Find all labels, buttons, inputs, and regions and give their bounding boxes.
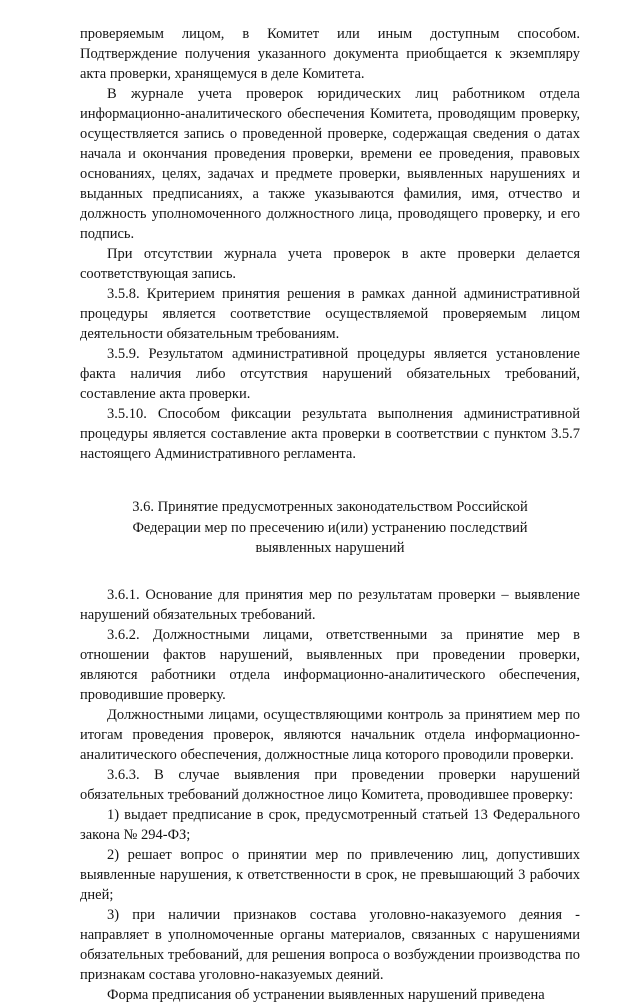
paragraph: 2) решает вопрос о принятии мер по привлечению лиц, допустивших выявленные нарушения, к ответственности в срок, не превышающий 3 рабочих дней;	[80, 846, 580, 903]
section-heading-line: 3.6. Принятие предусмотренных законодательством Российской	[132, 499, 528, 515]
paragraph: Форма предписания об устранении выявленных нарушений приведена	[107, 986, 545, 1003]
section-heading	[80, 497, 580, 559]
paragraph: 3.6.2. Должностными лицами, ответственными за принятие мер в отношении фактов нарушений, выявленных при проведении проверки, являются работники отдела информационно-аналитического обеспечения, проводившие проверку.	[80, 626, 580, 703]
paragraph: Должностными лицами, осуществляющими контроль за принятием мер по итогам проведения проверок, являются начальник отдела информационно-аналитического обеспечения, должностные лица которого проводили проверки.	[80, 706, 580, 763]
paragraph: 3.6.3. В случае выявления при проведении проверки нарушений обязательных требований должностное лицо Комитета, проводившее проверку:	[80, 766, 580, 803]
paragraph: 3) при наличии признаков состава уголовно-наказуемого деяния - направляет в уполномоченные органы материалов, связанных с нарушениями обязательных требований, для решения вопроса о возбуждении производства по признакам состава уголовно-наказуемых деяний.	[80, 906, 580, 983]
paragraph: проверяемым лицом, в Комитет или иным доступным способом. Подтверждение получения указанного документа приобщается к экземпляру акта проверки, хранящемуся в деле Комитета.	[80, 26, 580, 82]
section-heading-line: выявленных нарушений	[255, 540, 405, 556]
paragraph: 3.6.1. Основание для принятия мер по результатам проверки – выявление нарушений обязательных требований.	[80, 586, 580, 623]
paragraph: 3.5.9. Результатом административной процедуры является установление факта наличия либо отсутствия нарушений обязательных требований, составление акта проверки.	[80, 346, 580, 402]
paragraph: 1) выдает предписание в срок, предусмотренный статьей 13 Федерального закона № 294-ФЗ;	[80, 806, 580, 843]
paragraph: При отсутствии журнала учета проверок в акте проверки делается соответствующая запись.	[80, 246, 580, 282]
paragraph: 3.5.8. Критерием принятия решения в рамках данной административной процедуры является соответствие осуществляемой проверяемым лицом деятельности обязательным требованиям.	[80, 286, 580, 342]
paragraph: В журнале учета проверок юридических лиц работником отдела информационно-аналитического обеспечения Комитета, проводящим проверку, осуществляется запись о проведенной проверке, содержащая сведения о датах начала и окончания проведения проверки, времени ее проведения, правовых основаниях, целях, задачах и предмете проверки, выявленных нарушениях и выданных предписаниях, а также указываются фамилия, имя, отчество и должность уполномоченного должностного лица, проводящего проверку, и его подпись.	[80, 86, 580, 242]
paragraph: 3.5.10. Способом фиксации результата выполнения административной процедуры является составление акта проверки в соответствии с пунктом 3.5.7 настоящего Административного регламента.	[80, 406, 580, 462]
document-page	[80, 24, 580, 1005]
section-heading-line: Федерации мер по пресечению и(или) устранению последствий	[132, 519, 528, 536]
